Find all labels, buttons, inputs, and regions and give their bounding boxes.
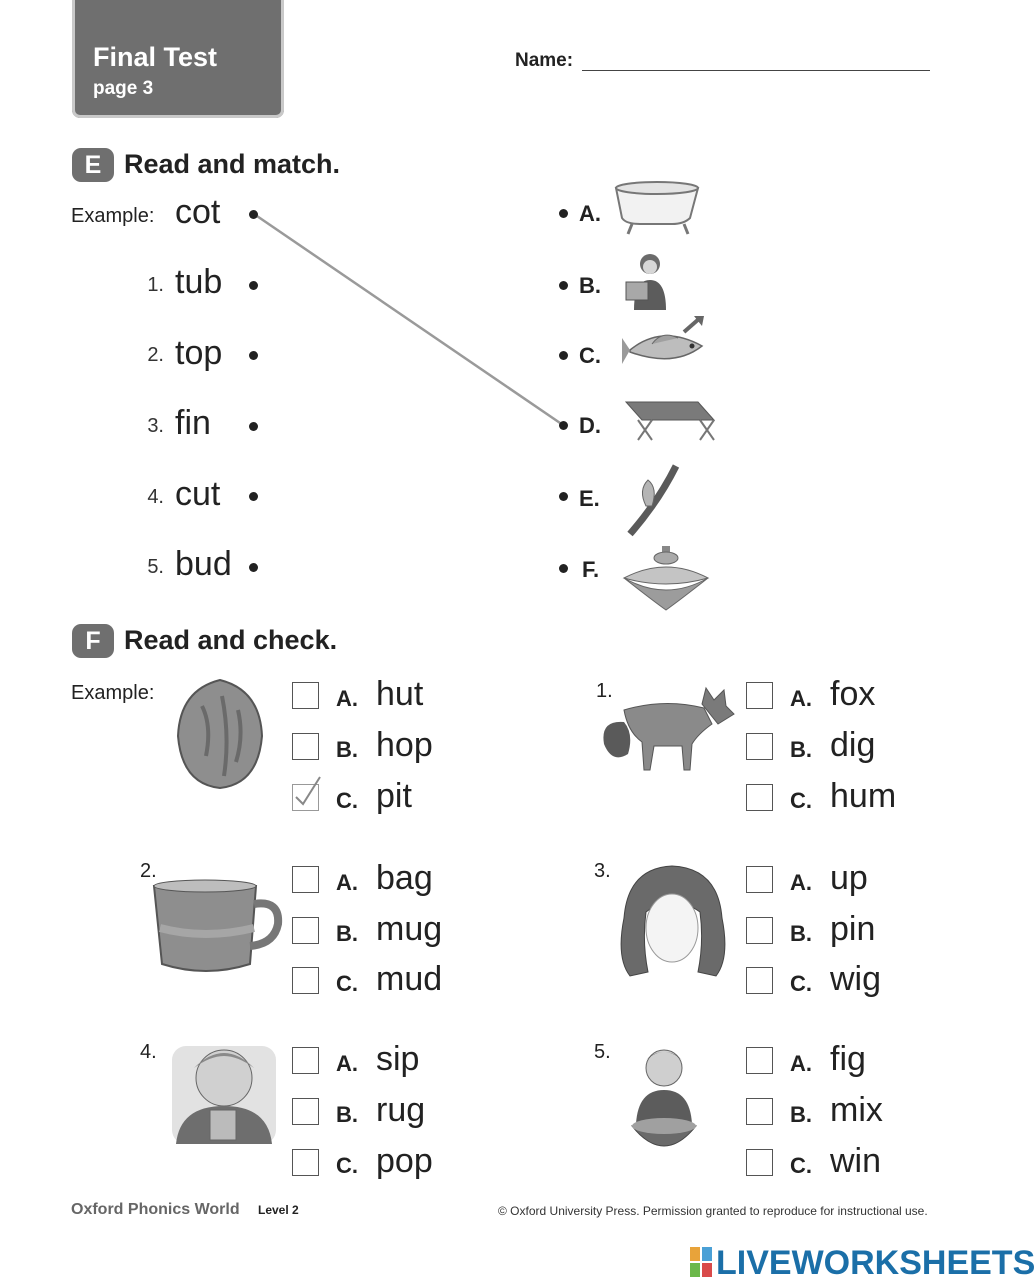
page-title: Final Test xyxy=(93,42,218,72)
checkbox-mud[interactable] xyxy=(292,967,319,994)
option-letter: C. xyxy=(336,1153,358,1178)
checkbox-bag[interactable] xyxy=(292,866,319,893)
check-mark-icon xyxy=(292,779,319,806)
item-number: 2. xyxy=(140,860,157,882)
section-f-title: Read and check. xyxy=(124,625,338,655)
footer-brand: Oxford Phonics World xyxy=(71,1201,240,1218)
match-dot-right[interactable] xyxy=(559,564,568,573)
match-letter: B. xyxy=(579,273,601,298)
match-word: fin xyxy=(175,404,211,442)
wig-image xyxy=(614,862,732,980)
checkbox-win[interactable] xyxy=(746,1149,773,1176)
option-letter: A. xyxy=(790,870,812,895)
footer-copyright: © Oxford University Press. Permission granted to reproduce for instructional use. xyxy=(498,1204,928,1218)
sip-image xyxy=(168,1038,280,1148)
item-number: 4. xyxy=(140,1041,157,1063)
match-letter: E. xyxy=(579,486,600,511)
option-letter: C. xyxy=(336,971,358,996)
option-letter: A. xyxy=(336,1051,358,1076)
option-word: up xyxy=(830,859,868,897)
checkbox-pit[interactable] xyxy=(292,784,319,811)
word-number: 2. xyxy=(147,344,164,366)
word-number: 4. xyxy=(147,486,164,508)
option-word: pop xyxy=(376,1142,433,1180)
item-number: 5. xyxy=(594,1041,611,1063)
match-word: cut xyxy=(175,475,221,513)
match-word: tub xyxy=(175,263,223,301)
match-dot-right[interactable] xyxy=(559,492,568,501)
option-word: sip xyxy=(376,1040,420,1078)
fish-image xyxy=(622,314,714,380)
fox-image xyxy=(594,684,736,780)
checkbox-up[interactable] xyxy=(746,866,773,893)
option-letter: C. xyxy=(790,1153,812,1178)
bud-image xyxy=(624,462,682,538)
match-dot-left[interactable] xyxy=(249,210,258,219)
word-number: 5. xyxy=(147,556,164,578)
option-word: pit xyxy=(376,777,412,815)
option-word: rug xyxy=(376,1091,426,1129)
option-word: hut xyxy=(376,675,424,713)
match-dot-left[interactable] xyxy=(249,422,258,431)
option-letter: B. xyxy=(790,1102,812,1127)
section-f-example-label: Example: xyxy=(71,682,155,704)
checkbox-wig[interactable] xyxy=(746,967,773,994)
option-word: fox xyxy=(830,675,876,713)
option-word: dig xyxy=(830,726,876,764)
option-letter: B. xyxy=(336,1102,358,1127)
match-letter: F. xyxy=(582,557,600,582)
checkbox-fox[interactable] xyxy=(746,682,773,709)
option-word: bag xyxy=(376,859,433,897)
option-word: wig xyxy=(830,960,882,998)
section-e-badge: E xyxy=(72,148,114,182)
match-dot-right[interactable] xyxy=(559,209,568,218)
section-e-title: Read and match. xyxy=(124,149,341,179)
option-letter: C. xyxy=(790,788,812,813)
item-number: 1. xyxy=(596,680,613,702)
match-dot-right[interactable] xyxy=(559,421,568,430)
match-dot-left[interactable] xyxy=(249,492,258,501)
match-letter: D. xyxy=(579,413,601,438)
option-letter: B. xyxy=(336,921,358,946)
checkbox-mug[interactable] xyxy=(292,917,319,944)
checkbox-pin[interactable] xyxy=(746,917,773,944)
option-word: pin xyxy=(830,910,876,948)
checkbox-sip[interactable] xyxy=(292,1047,319,1074)
match-letter: A. xyxy=(579,201,601,226)
match-dot-left[interactable] xyxy=(249,281,258,290)
match-dot-left[interactable] xyxy=(249,563,258,572)
watermark[interactable]: LIVEWORKSHEETS xyxy=(716,1244,1035,1282)
option-word: hop xyxy=(376,726,433,764)
footer-level: Level 2 xyxy=(258,1203,299,1217)
mug-image xyxy=(150,880,284,978)
item-number: 3. xyxy=(594,860,611,882)
match-dot-left[interactable] xyxy=(249,351,258,360)
checkbox-pop[interactable] xyxy=(292,1149,319,1176)
match-word: bud xyxy=(175,545,232,583)
option-letter: B. xyxy=(790,921,812,946)
section-e-example-label: Example: xyxy=(71,205,155,227)
option-word: hum xyxy=(830,777,897,815)
option-letter: A. xyxy=(336,870,358,895)
option-word: mug xyxy=(376,910,443,948)
option-letter: A. xyxy=(790,1051,812,1076)
word-number: 3. xyxy=(147,415,164,437)
match-dot-right[interactable] xyxy=(559,351,568,360)
option-letter: C. xyxy=(336,788,358,813)
cot-image xyxy=(618,396,720,448)
option-letter: B. xyxy=(790,737,812,762)
option-letter: A. xyxy=(336,686,358,711)
section-f-badge: F xyxy=(72,624,114,658)
checkbox-rug[interactable] xyxy=(292,1098,319,1125)
match-letter: C. xyxy=(579,343,601,368)
checkbox-hut[interactable] xyxy=(292,682,319,709)
girl-image xyxy=(622,250,677,312)
checkbox-hum[interactable] xyxy=(746,784,773,811)
option-word: mud xyxy=(376,960,443,998)
option-letter: A. xyxy=(790,686,812,711)
option-word: mix xyxy=(830,1091,883,1129)
match-word: top xyxy=(175,334,223,372)
option-word: win xyxy=(830,1142,882,1180)
liveworksheets-logo-icon xyxy=(690,1247,712,1277)
option-word: fig xyxy=(830,1040,866,1078)
pit-image xyxy=(172,676,268,792)
checkbox-mix[interactable] xyxy=(746,1098,773,1125)
top-image xyxy=(620,544,712,614)
checkbox-fig[interactable] xyxy=(746,1047,773,1074)
page-subtitle: page 3 xyxy=(93,78,154,99)
match-dot-right[interactable] xyxy=(559,281,568,290)
match-word: cot xyxy=(175,193,221,231)
option-letter: B. xyxy=(336,737,358,762)
word-number: 1. xyxy=(147,274,164,296)
mix-image xyxy=(622,1044,704,1162)
checkbox-hop[interactable] xyxy=(292,733,319,760)
bathtub-image xyxy=(610,176,705,238)
option-letter: C. xyxy=(790,971,812,996)
checkbox-dig[interactable] xyxy=(746,733,773,760)
name-label: Name: xyxy=(515,50,574,71)
